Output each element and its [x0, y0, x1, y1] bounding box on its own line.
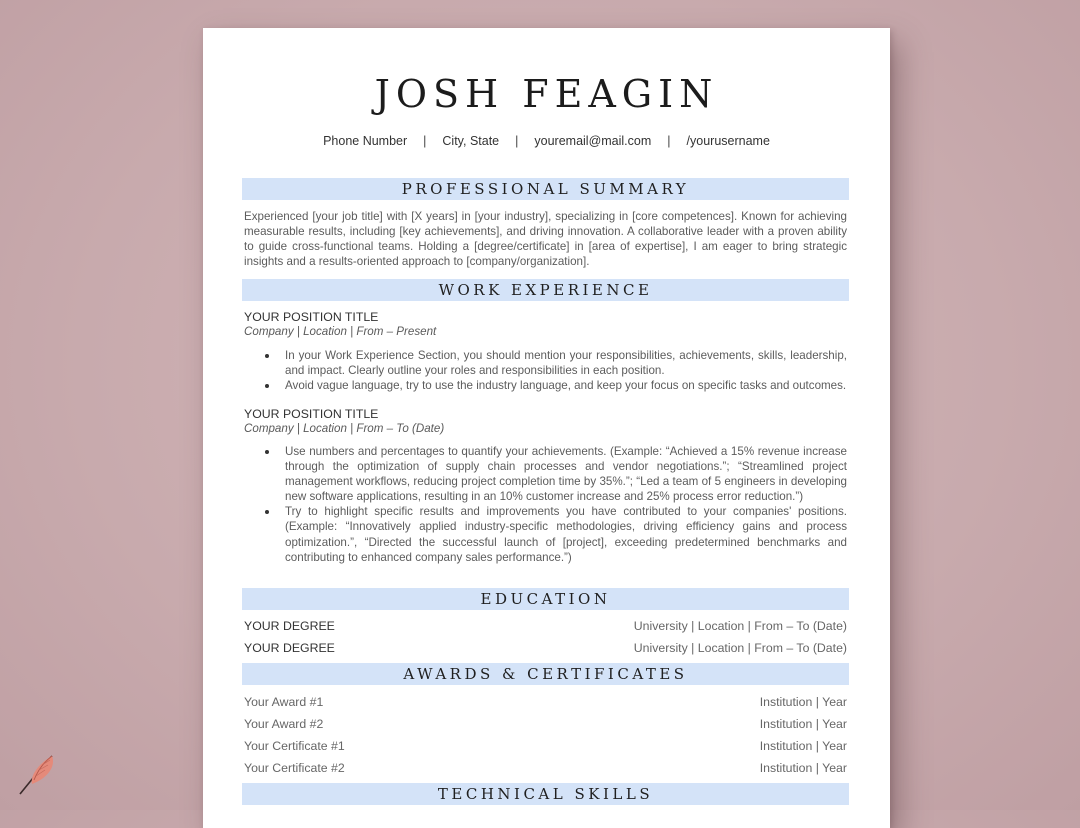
contact-phone: Phone Number	[323, 134, 408, 148]
list-item	[285, 348, 847, 378]
job-bullets	[285, 348, 847, 393]
resume-page	[203, 28, 890, 828]
job-meta: Company | Location | From – Present	[244, 325, 437, 338]
bullet-text: Avoid vague language, try to use the industry language, and keep your focus on specific tasks and outcomes.	[285, 379, 847, 393]
award-row	[244, 761, 847, 775]
bullet-dot-icon	[265, 354, 269, 358]
resume-name: JOSH FEAGIN	[374, 72, 719, 116]
education-row	[244, 619, 847, 633]
award-name: Your Certificate #1	[244, 739, 345, 753]
award-details: Institution | Year	[759, 739, 847, 753]
section-header-skills: TECHNICAL SKILLS	[242, 783, 849, 805]
job-title: YOUR POSITION TITLE	[244, 310, 379, 324]
contact-separator: |	[667, 134, 671, 148]
section-header-awards: AWARDS & CERTIFICATES	[242, 663, 849, 685]
bullet-dot-icon	[265, 384, 269, 388]
job-bullets	[285, 444, 847, 565]
award-name: Your Certificate #2	[244, 761, 345, 775]
contact-separator: |	[515, 134, 519, 148]
award-name: Your Award #1	[244, 695, 324, 709]
section-header-summary: PROFESSIONAL SUMMARY	[242, 178, 849, 200]
award-row	[244, 695, 847, 709]
list-item	[285, 504, 847, 564]
award-row	[244, 717, 847, 731]
bullet-text: Try to highlight specific results and improvements you have contributed to your companies' positions. (Example: “Innovatively applied industry-specific methodologies, driving efficiency gains and process optimization.”, “Directed the successful launch of [project], exceeding predetermined benchmarks and contributing to enhanced company sales performance.”)	[285, 505, 847, 564]
award-row	[244, 739, 847, 753]
degree-name: YOUR DEGREE	[244, 619, 335, 633]
bullet-dot-icon	[265, 450, 269, 454]
award-details: Institution | Year	[759, 761, 847, 775]
bullet-text: In your Work Experience Section, you should mention your responsibilities, achievements, skills, leadership, and impact. Clearly outline your roles and responsibilities in each position.	[285, 349, 847, 378]
contact-separator: |	[423, 134, 427, 148]
award-name: Your Award #2	[244, 717, 324, 731]
contact-email: youremail@mail.com	[534, 134, 652, 148]
education-row	[244, 641, 847, 655]
contact-social: /yourusername	[686, 134, 770, 148]
award-details: Institution | Year	[759, 717, 847, 731]
contact-location: City, State	[442, 134, 500, 148]
degree-details: University | Location | From – To (Date)	[633, 641, 847, 655]
bullet-dot-icon	[265, 510, 269, 514]
list-item	[285, 444, 847, 504]
section-header-experience: WORK EXPERIENCE	[242, 279, 849, 301]
list-item	[285, 378, 847, 393]
degree-details: University | Location | From – To (Date)	[633, 619, 847, 633]
degree-name: YOUR DEGREE	[244, 641, 335, 655]
summary-text: Experienced [your job title] with [X years] in [your industry], specializing in [core competences]. Known for achieving measurable results, including [key achievements], and driving innovation. A collaborative leader with a proven ability to guide cross-functional teams. Holding a [degree/certificate] in [area of expertise], I am eager to bring strategic insights and a results-oriented approach to [company/organization].	[244, 210, 847, 268]
feather-icon	[14, 752, 58, 798]
contact-line	[243, 134, 850, 148]
job-title: YOUR POSITION TITLE	[244, 407, 379, 421]
bullet-text: Use numbers and percentages to quantify your achievements. (Example: “Achieved a 15% revenue increase through the optimization of supply chain processes and vendor negotiations.”; “Streamlined project management workflows, reducing project completion time by 35%.”; “Led a team of 5 engineers in developing new software applications, resulting in an 10% customer increase and 25% process error reduction.”)	[285, 445, 847, 504]
award-details: Institution | Year	[759, 695, 847, 709]
section-header-education: EDUCATION	[242, 588, 849, 610]
job-meta: Company | Location | From – To (Date)	[244, 422, 445, 435]
